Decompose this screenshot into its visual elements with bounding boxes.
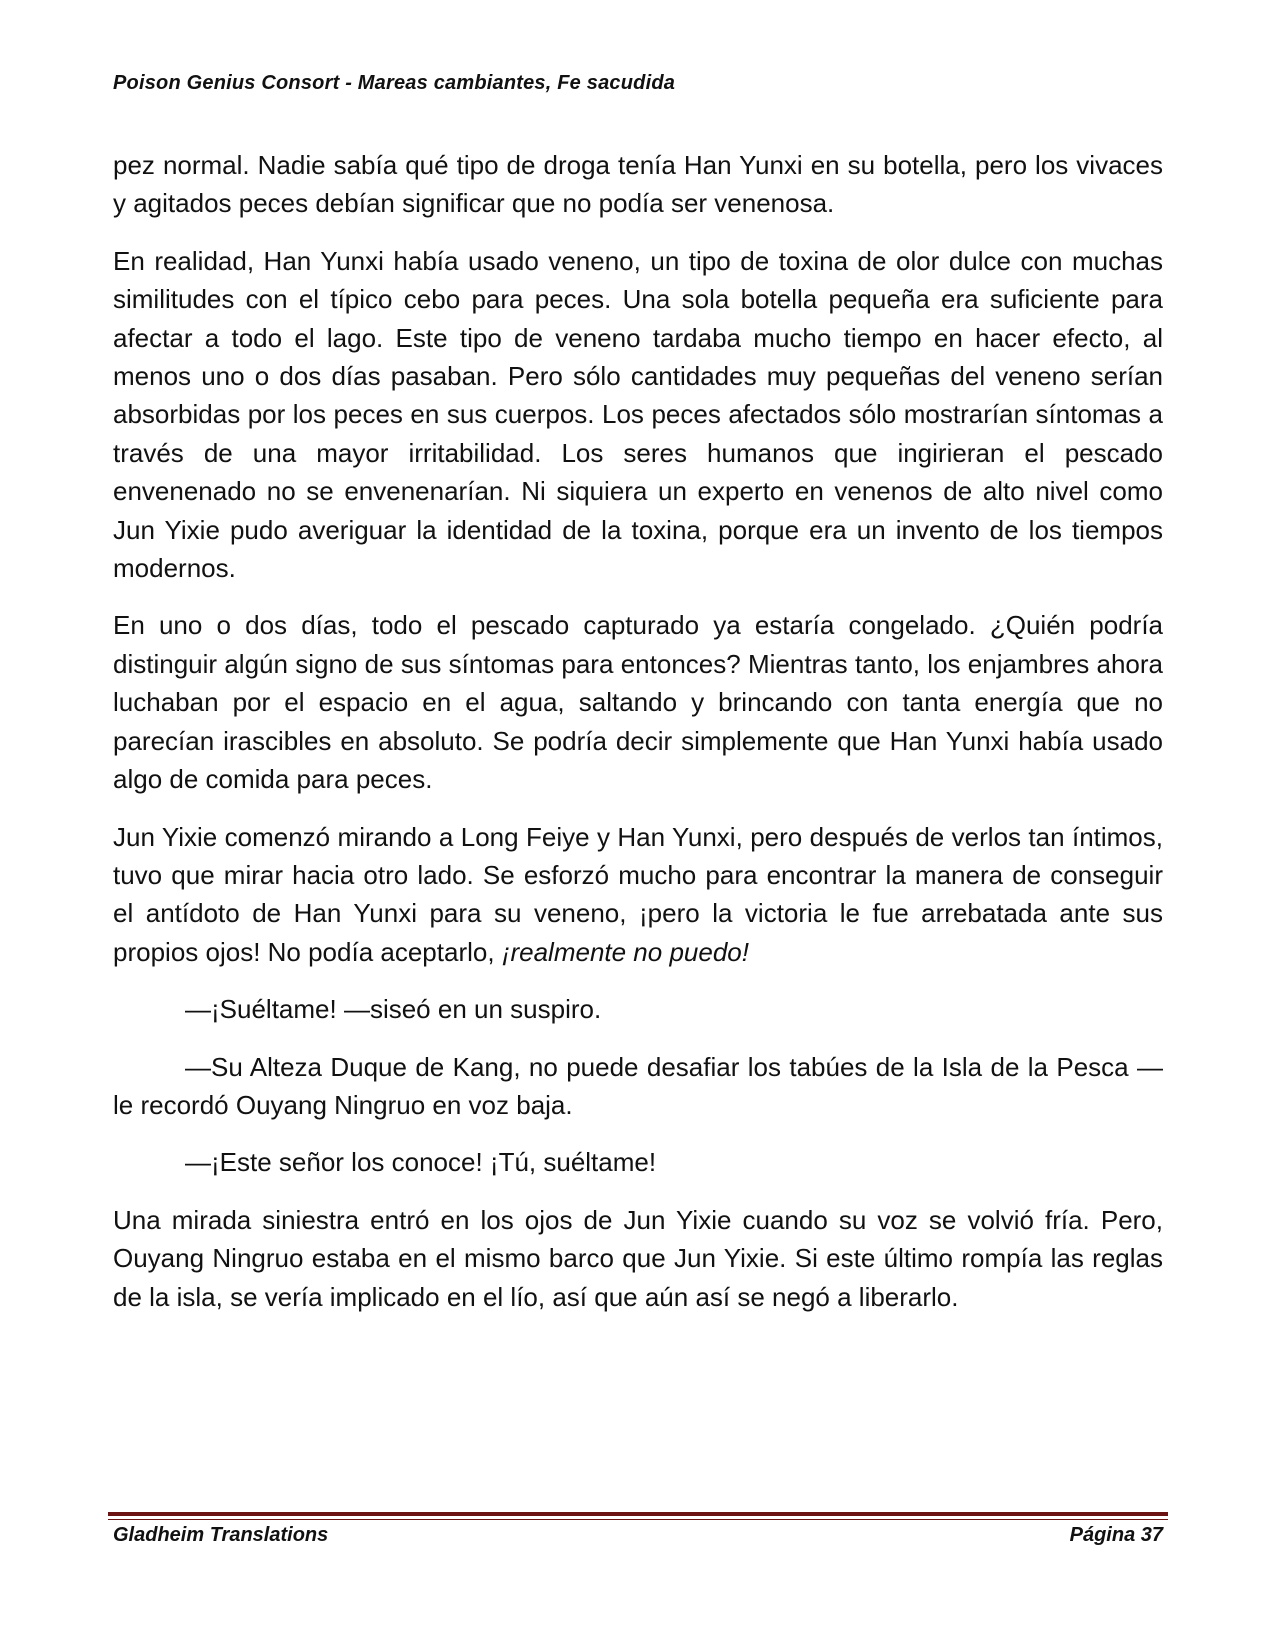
dialogue-line-1: —¡Suéltame! —siseó en un suspiro. [185,994,602,1025]
footer-divider [108,1512,1168,1516]
paragraph-3: En uno o dos días, todo el pescado capturado ya estaría congelado. ¿Quién podría distinguir algún signo de sus síntomas para entonces? Mientras tanto, los enjambres ahora luchaban por el espacio en el agua, saltando y brincando con tanta energía que no parecían irascibles en absoluto. Se podría decir simplemente que Han Yunxi había usado algo de comida para peces. [113,610,1163,795]
paragraph-5: Una mirada siniestra entró en los ojos de Jun Yixie cuando su voz se volvió fría. Pero, Ouyang Ningruo estaba en el mismo barco que Jun Yixie. Si este último rompía las reglas de la isla, se vería implicado en el lío, así que aún así se negó a liberarlo. [113,1204,1163,1312]
paragraph-1: pez normal. Nadie sabía qué tipo de droga tenía Han Yunxi en su botella, pero los vivaces y agitados peces debían significar que no podía ser venenosa. [113,150,1163,219]
paragraph-2: En realidad, Han Yunxi había usado veneno, un tipo de toxina de olor dulce con muchas similitudes con el típico cebo para peces. Una sola botella pequeña era suficiente para afectar a todo el lago. Este tipo de veneno tardaba mucho tiempo en hacer efecto, al menos uno o dos días pasaban. Pero sólo cantidades muy pequeñas del veneno serían absorbidas por los peces en sus cuerpos. Los peces afectados sólo mostrarían síntomas a través de una mayor irritabilidad. Los seres humanos que ingirieran el pescado envenenado no se envenenarían. Ni siquiera un experto en venenos de alto nivel como Jun Yixie pudo averiguar la identidad de la toxina, porque era un invento de los tiempos modernos. [113,245,1163,584]
page-header-title: Poison Genius Consort - Mareas cambiantes, Fe sacudida [113,72,676,94]
paragraph-4-italic: ¡realmente no puedo! [501,936,749,967]
page-body [113,146,1163,1335]
dialogue-line-2: —Su Alteza Duque de Kang, no puede desafiar los tabúes de la Isla de la Pesca —le recordó Ouyang Ningruo en voz baja. [113,1051,1163,1120]
footer-divider-thin [108,1519,1168,1520]
paragraph-4-text: Jun Yixie comenzó mirando a Long Feiye y Han Yunxi, pero después de verlos tan íntimos, tuvo que mirar hacia otro lado. Se esforzó mucho para encontrar la manera de conseguir el antídoto de Han Yunxi para su veneno, ¡pero la victoria le fue arrebatada ante sus propios ojos! No podía aceptarlo, [113,821,1163,967]
footer-page-number: Página 37 [1069,1524,1163,1546]
paragraph-4 [113,818,1163,972]
footer-publisher: Gladheim Translations [113,1524,329,1546]
dialogue-line-3: —¡Este señor los conoce! ¡Tú, suéltame! [185,1147,657,1178]
